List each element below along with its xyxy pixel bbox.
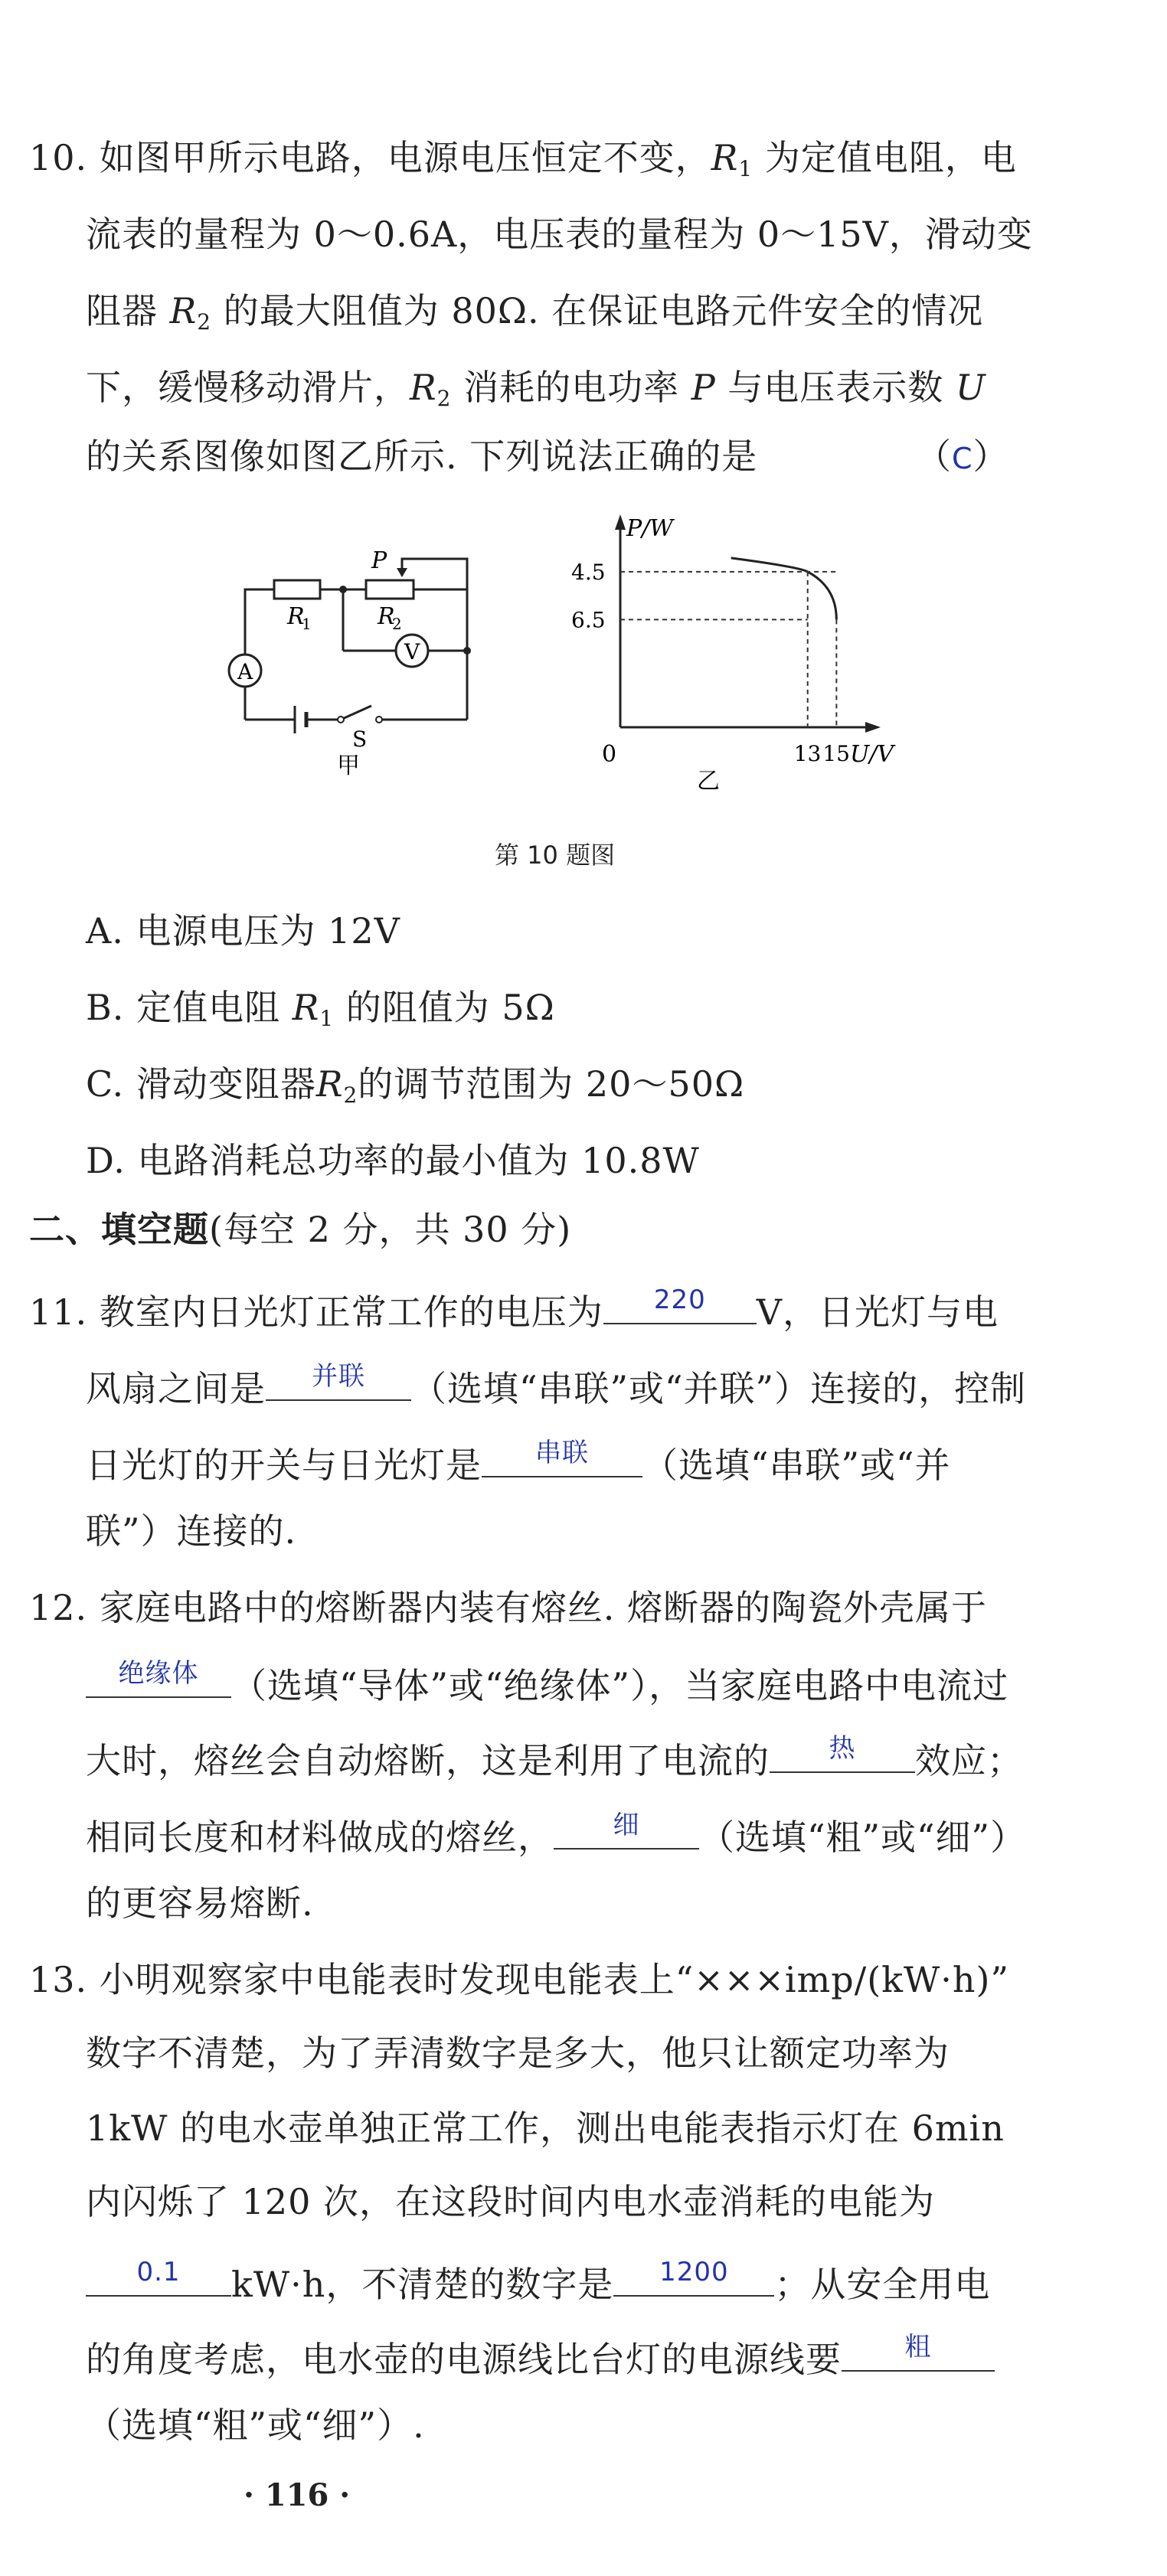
q12-blank-3: 细: [554, 1808, 699, 1850]
pu-graph: [536, 498, 934, 804]
q10-line-2: 流表的量程为 0～0.6A，电压表的量程为 0～15V，滑动变: [86, 214, 1033, 255]
slider-label: P: [371, 547, 387, 574]
option-c: C. 滑动变阻器$R_2$的调节范围为 20～50Ω: [86, 1063, 745, 1108]
switch-blade: [341, 706, 371, 720]
slider-arrow: [397, 568, 407, 577]
r1-label: R: [287, 603, 305, 630]
ammeter-label: A: [237, 659, 253, 684]
circuit-diagram: [207, 528, 498, 788]
graph-caption: 乙: [697, 768, 720, 795]
q11-line-4: 联”）连接的.: [86, 1510, 297, 1552]
circuit-caption: 甲: [337, 753, 360, 779]
svg-text:1: 1: [302, 615, 312, 633]
y-tick-0: 6.5: [571, 607, 606, 633]
option-a: A. 电源电压为 12V: [86, 910, 400, 952]
q13-blank-3: 粗: [842, 2330, 995, 2372]
wire-left-top: [245, 589, 274, 655]
q10-answer: C: [952, 442, 973, 475]
q12-line-1: 12. 家庭电路中的熔断器内装有熔丝. 熔断器的陶瓷外壳属于: [29, 1587, 988, 1628]
q11-line-1: 11. 教室内日光灯正常工作的电压为 220 V，日光灯与电: [29, 1285, 999, 1333]
q12-blank-2: 热: [770, 1732, 915, 1773]
svg-text:2: 2: [392, 615, 402, 633]
voltmeter-label: V: [404, 639, 420, 664]
origin-label: 0: [602, 741, 617, 768]
x-tick-0: 13: [793, 741, 822, 766]
q10-answer-bracket: （C）: [916, 436, 1009, 477]
q13-blank-1: 0.1: [86, 2255, 231, 2297]
q12-line-2: 绝缘体 （选填“导体”或“绝缘体”），当家庭电路中电流过: [86, 1657, 1008, 1709]
q12-line-3: 大时，熔丝会自动熔断，这是利用了电流的 热 效应；: [86, 1733, 1023, 1781]
q13-line-6: 的角度考虑，电水壶的电源线比台灯的电源线要 粗: [86, 2330, 995, 2382]
q11-blank-1: 220: [603, 1283, 757, 1324]
y-tick-1: 4.5: [571, 559, 606, 585]
q13-line-5: 0.1 kW·h，不清楚的数字是 1200 ；从安全用电: [86, 2255, 990, 2307]
q11-line-3: 日光灯的开关与日光灯是 串联 （选填“串联”或“并: [86, 1438, 951, 1486]
q12-blank-1: 绝缘体: [86, 1657, 231, 1698]
section-heading: 二、填空题(每空 2 分，共 30 分): [29, 1209, 572, 1250]
x-axis-label: U/V: [850, 741, 894, 768]
pu-curve: [731, 558, 837, 620]
q13-line-1: 13. 小明观察家中电能表时发现电能表上“×××imp/(kW·h)”: [29, 1959, 1010, 2000]
q12-line-5: 的更容易熔断.: [86, 1882, 314, 1924]
resistor-r2: [366, 580, 414, 599]
q10-line-3: 阻器 $R_2$ 的最大阻值为 80Ω. 在保证电路元件安全的情况: [86, 290, 984, 335]
q11-blank-3: 串联: [482, 1436, 642, 1477]
q13-blank-2: 1200: [613, 2255, 774, 2297]
q11-blank-2: 并联: [266, 1360, 411, 1401]
option-b: B. 定值电阻 $R_1$ 的阻值为 5Ω: [86, 987, 555, 1031]
q10-line-1: 10. 如图甲所示电路，电源电压恒定不变，$R_1$ 为定值电阻，电: [29, 137, 1017, 181]
q11-line-2: 风扇之间是 并联 （选填“串联”或“并联”）连接的，控制: [86, 1361, 1027, 1409]
page-number: · 116 ·: [244, 2477, 351, 2513]
switch-label: S: [352, 726, 368, 752]
figure-caption: 第 10 题图: [495, 841, 616, 870]
q10-line-5: 的关系图像如图乙所示. 下列说法正确的是: [86, 436, 758, 477]
resistor-r1: [274, 580, 320, 599]
q13-line-7: （选填“粗”或“细”）.: [86, 2405, 425, 2446]
r2-label: R: [378, 603, 395, 630]
q13-line-3: 1kW 的电水壶单独正常工作，测出电能表指示灯在 6min: [86, 2107, 1005, 2149]
q13-line-4: 内闪烁了 120 次，在这段时间内电水壶消耗的电能为: [86, 2181, 936, 2222]
x-tick-1: 15: [822, 741, 850, 766]
y-axis-label: P/W: [626, 515, 674, 542]
option-d: D. 电路消耗总功率的最小值为 10.8W: [86, 1140, 700, 1181]
q10-line-4: 下，缓慢移动滑片，$R_2$ 消耗的电功率 P 与电压表示数 U: [86, 367, 986, 411]
q10-number: 10.: [29, 137, 88, 178]
q12-line-4: 相同长度和材料做成的熔丝， 细 （选填“粗”或“细”）: [86, 1810, 1027, 1858]
q13-line-2: 数字不清楚，为了弄清数字是多大，他只让额定功率为: [86, 2032, 950, 2074]
slider-wire: [402, 559, 467, 589]
